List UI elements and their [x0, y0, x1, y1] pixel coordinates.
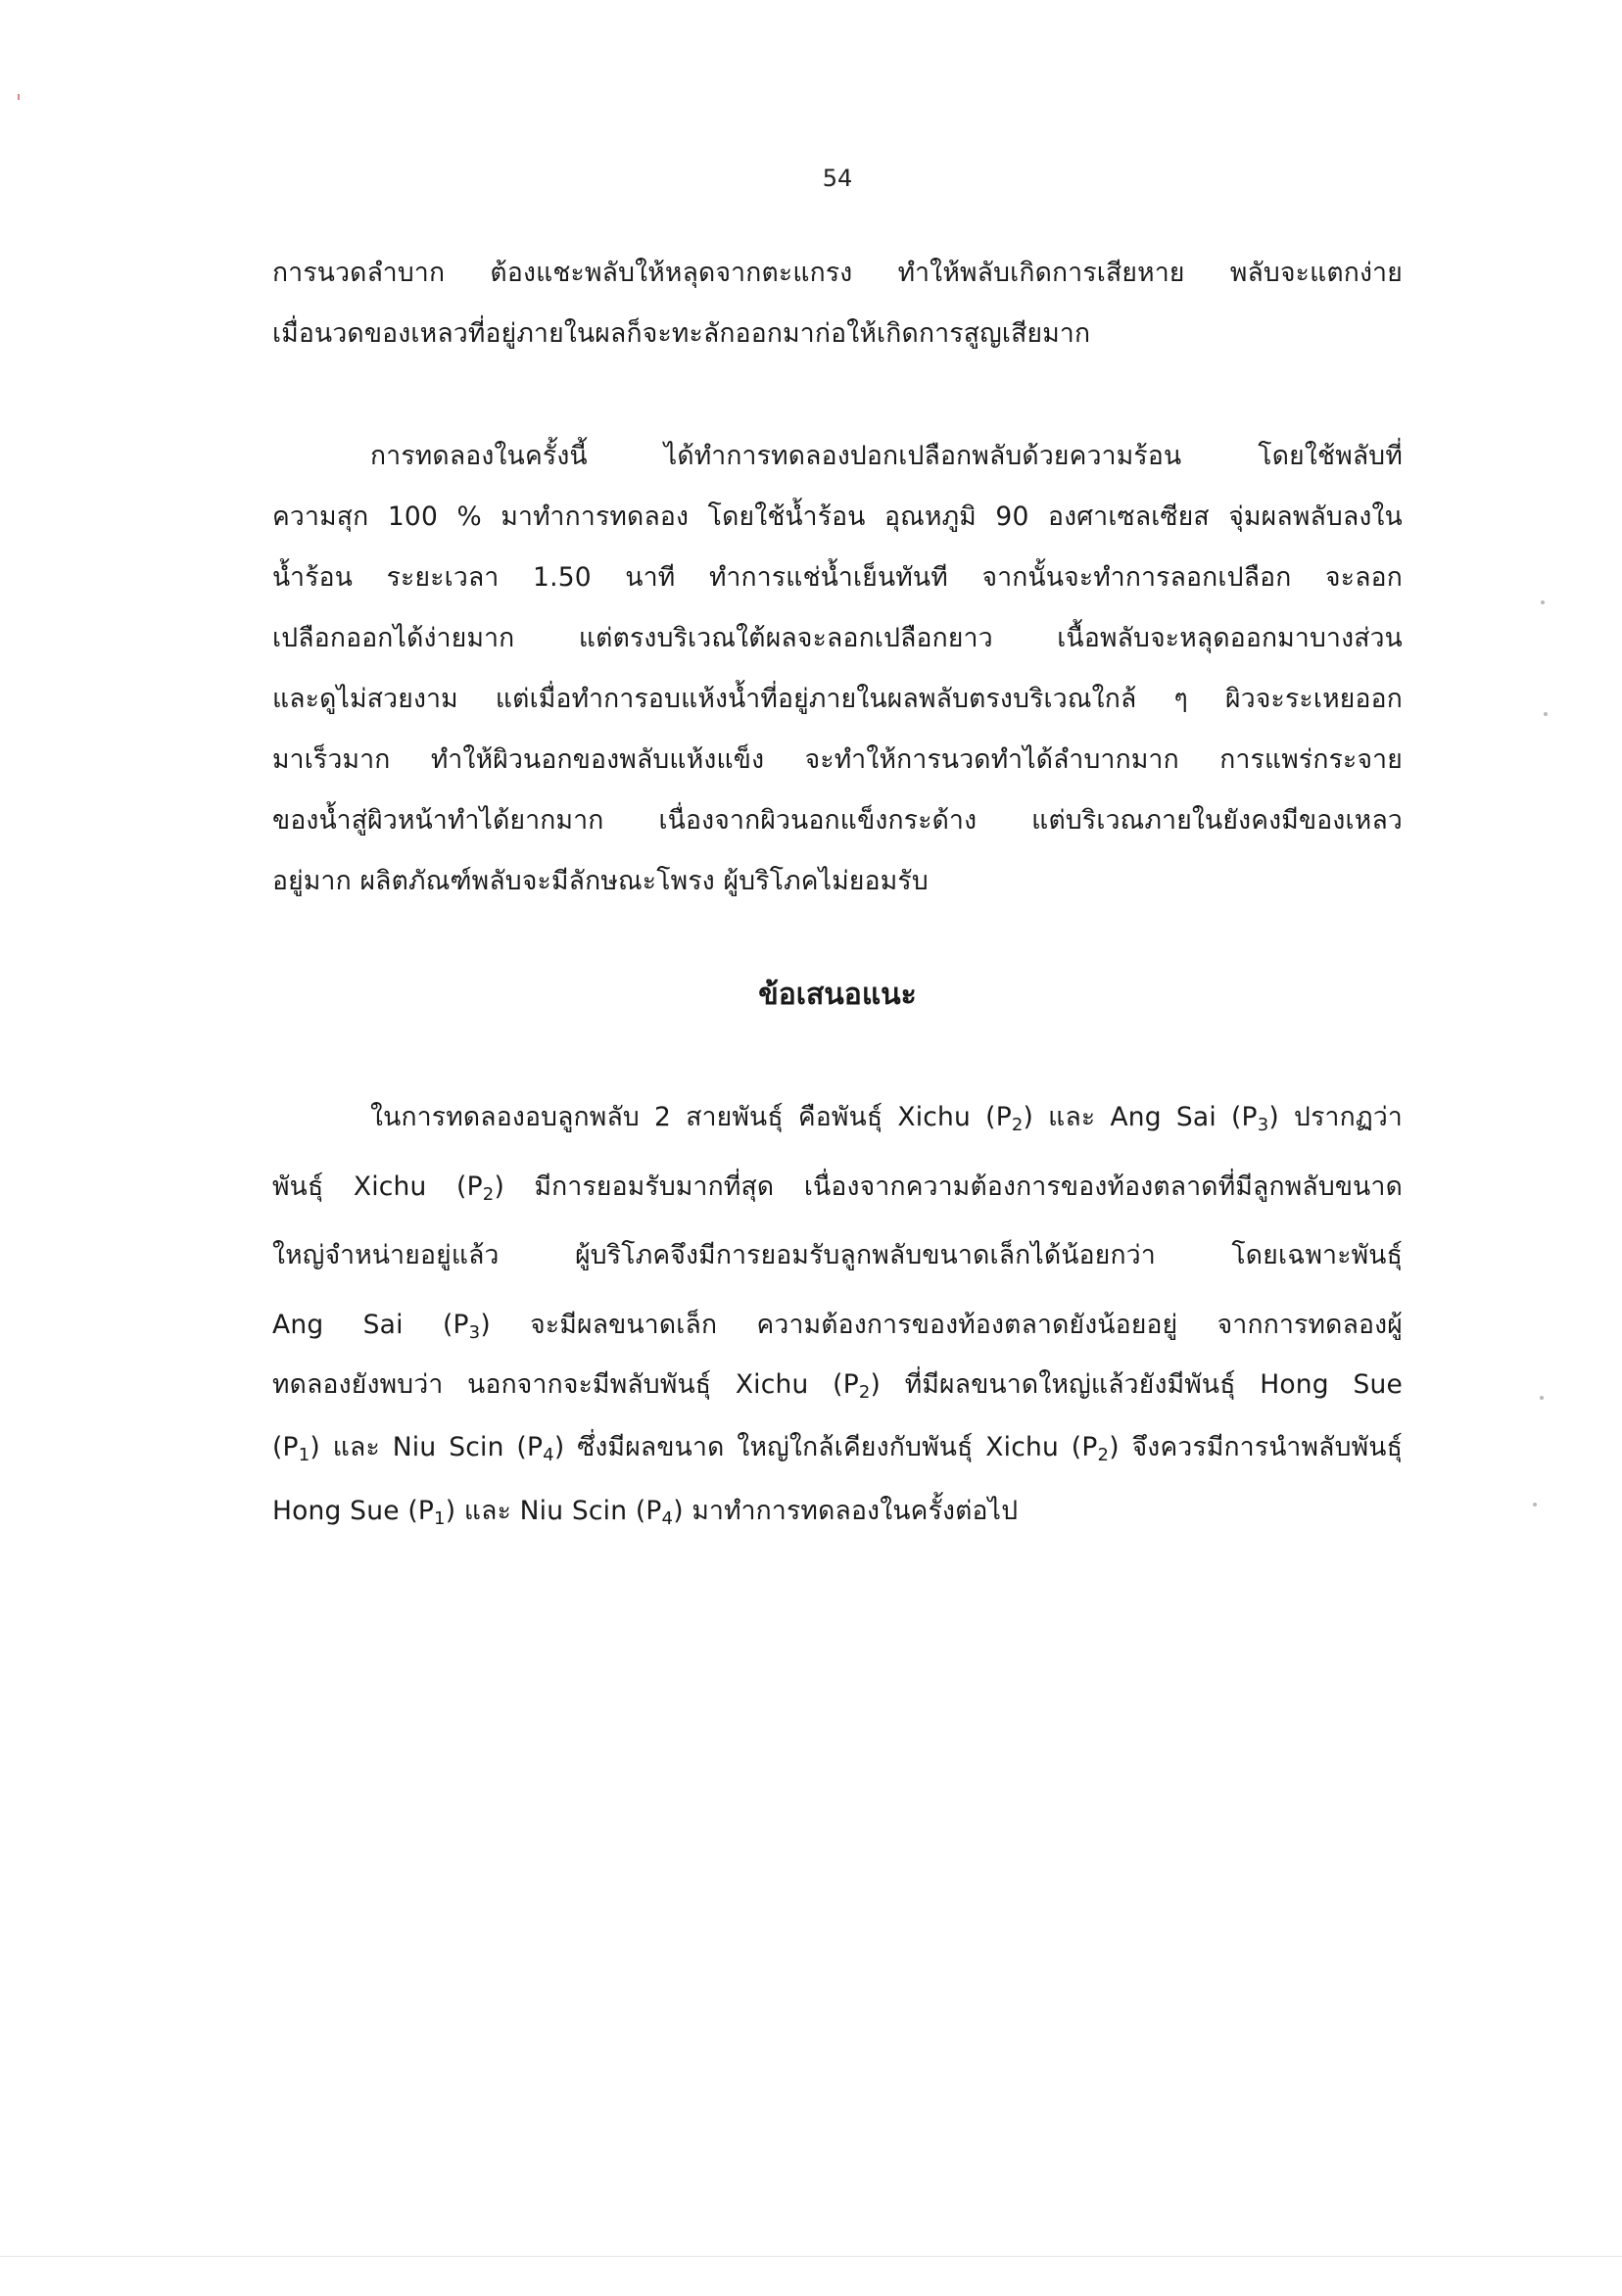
text-fragment: ) จะมีผลขนาดเล็ก ความต้องการของท้องตลาดยังน้อยอยู่ จากการทดลองผู้	[480, 1310, 1403, 1340]
subscript: 2	[1011, 1115, 1024, 1135]
scan-speck	[1533, 1503, 1537, 1507]
subscript: 4	[661, 1508, 674, 1529]
paragraph-line: และดูไม่สวยงาม แต่เมื่อทำการอบแห้งน้ำที่อยู่ภายในผลพลับตรงบริเวณใกล้ ๆ ผิวจะระเหยออก	[272, 684, 1403, 714]
subscript: 2	[858, 1382, 871, 1403]
text-fragment: ) และ Ang Sai (P	[1023, 1102, 1258, 1132]
paragraph-line: น้ำร้อน ระยะเวลา 1.50 นาที ทำการแช่น้ำเย็นทันที จากนั้นจะทำการลอกเปลือก จะลอก	[272, 562, 1403, 593]
paragraph-line	[272, 1171, 1403, 1204]
subscript: 1	[434, 1508, 446, 1529]
scan-speck	[1544, 712, 1548, 716]
paragraph-line: เปลือกออกได้ง่ายมาก แต่ตรงบริเวณใต้ผลจะลอกเปลือกยาว เนื้อพลับจะหลุดออกมาบางส่วน	[272, 623, 1403, 653]
subscript: 3	[1257, 1115, 1269, 1135]
paragraph-line: ใหญ่จำหน่ายอยู่แล้ว ผู้บริโภคจึงมีการยอมรับลูกพลับขนาดเล็กได้น้อยกว่า โดยเฉพาะพันธุ์	[272, 1240, 1403, 1270]
text-fragment: ) และ Niu Scin (P	[445, 1496, 662, 1526]
subscript: 3	[468, 1322, 481, 1343]
subscript: 4	[543, 1445, 554, 1465]
text-fragment: ) มีการยอมรับมากที่สุด เนื่องจากความต้องการของท้องตลาดที่มีลูกพลับขนาด	[494, 1172, 1403, 1202]
paragraph-line: อยู่มาก ผลิตภัณฑ์พลับจะมีลักษณะโพรง ผู้บริโภคไม่ยอมรับ	[272, 866, 929, 896]
paragraph-line: เมื่อนวดของเหลวที่อยู่ภายในผลก็จะทะลักออกมาก่อให้เกิดการสูญเสียมาก	[272, 318, 1091, 349]
text-fragment: ในการทดลองอบลูกพลับ 2 สายพันธุ์ คือพันธุ์ Xichu (P	[370, 1102, 1012, 1132]
paragraph-line: การทดลองในครั้งนี้ ได้ทำการทดลองปอกเปลือกพลับด้วยความร้อน โดยใช้พลับที่	[370, 441, 1403, 471]
scan-mark	[18, 94, 20, 100]
page-number: 54	[822, 165, 853, 192]
paragraph-line	[272, 1495, 1403, 1528]
scan-edge	[0, 2256, 1622, 2257]
paragraph-line: ของน้ำสู่ผิวหน้าทำได้ยากมาก เนื่องจากผิวนอกแข็งกระด้าง แต่บริเวณภายในยังคงมีของเหลว	[272, 805, 1403, 836]
paragraph-line: การนวดลำบาก ต้องแชะพลับให้หลุดจากตะแกรง ทำให้พลับเกิดการเสียหาย พลับจะแตกง่าย	[272, 258, 1403, 288]
subscript: 2	[482, 1184, 495, 1205]
text-fragment: Ang Sai (P	[272, 1310, 469, 1340]
text-fragment: ) จึงควรมีการนำพลับพันธุ์	[1109, 1432, 1403, 1462]
text-fragment: พันธุ์ Xichu (P	[272, 1172, 483, 1202]
text-fragment: ) ปรากฏว่า	[1268, 1102, 1403, 1132]
text-fragment: ) มาทำการทดลองในครั้งต่อไป	[673, 1496, 1019, 1526]
subscript: 2	[1097, 1445, 1110, 1465]
paragraph-line	[272, 1368, 1403, 1402]
subscript: 1	[298, 1445, 310, 1465]
text-fragment: (P	[272, 1432, 299, 1462]
text-fragment: Hong Sue (P	[272, 1496, 435, 1526]
text-fragment: ) ซึ่งมีผลขนาด ใหญ่ใกล้เคียงกับพันธุ์ Xichu (P	[553, 1432, 1098, 1462]
paragraph-line	[272, 1431, 1403, 1464]
text-fragment: ) ที่มีผลขนาดใหญ่แล้วยังมีพันธุ์ Hong Sue	[870, 1369, 1403, 1400]
text-fragment: ทดลองยังพบว่า นอกจากจะมีพลับพันธุ์ Xichu (P	[272, 1369, 859, 1400]
paragraph-line: มาเร็วมาก ทำให้ผิวนอกของพลับแห้งแข็ง จะทำให้การนวดทำได้ลำบากมาก การแพร่กระจาย	[272, 744, 1403, 775]
scan-speck	[1541, 600, 1545, 604]
section-heading: ข้อเสนอแนะ	[758, 978, 917, 1012]
paragraph-line	[370, 1101, 1403, 1134]
paragraph-line: ความสุก 100 % มาทำการทดลอง โดยใช้น้ำร้อน อุณหภูมิ 90 องศาเซลเซียส จุ่มผลพลับลงใน	[272, 502, 1403, 532]
paragraph-line	[272, 1309, 1403, 1342]
text-fragment: ) และ Niu Scin (P	[310, 1432, 544, 1462]
scan-speck	[1540, 1396, 1544, 1400]
